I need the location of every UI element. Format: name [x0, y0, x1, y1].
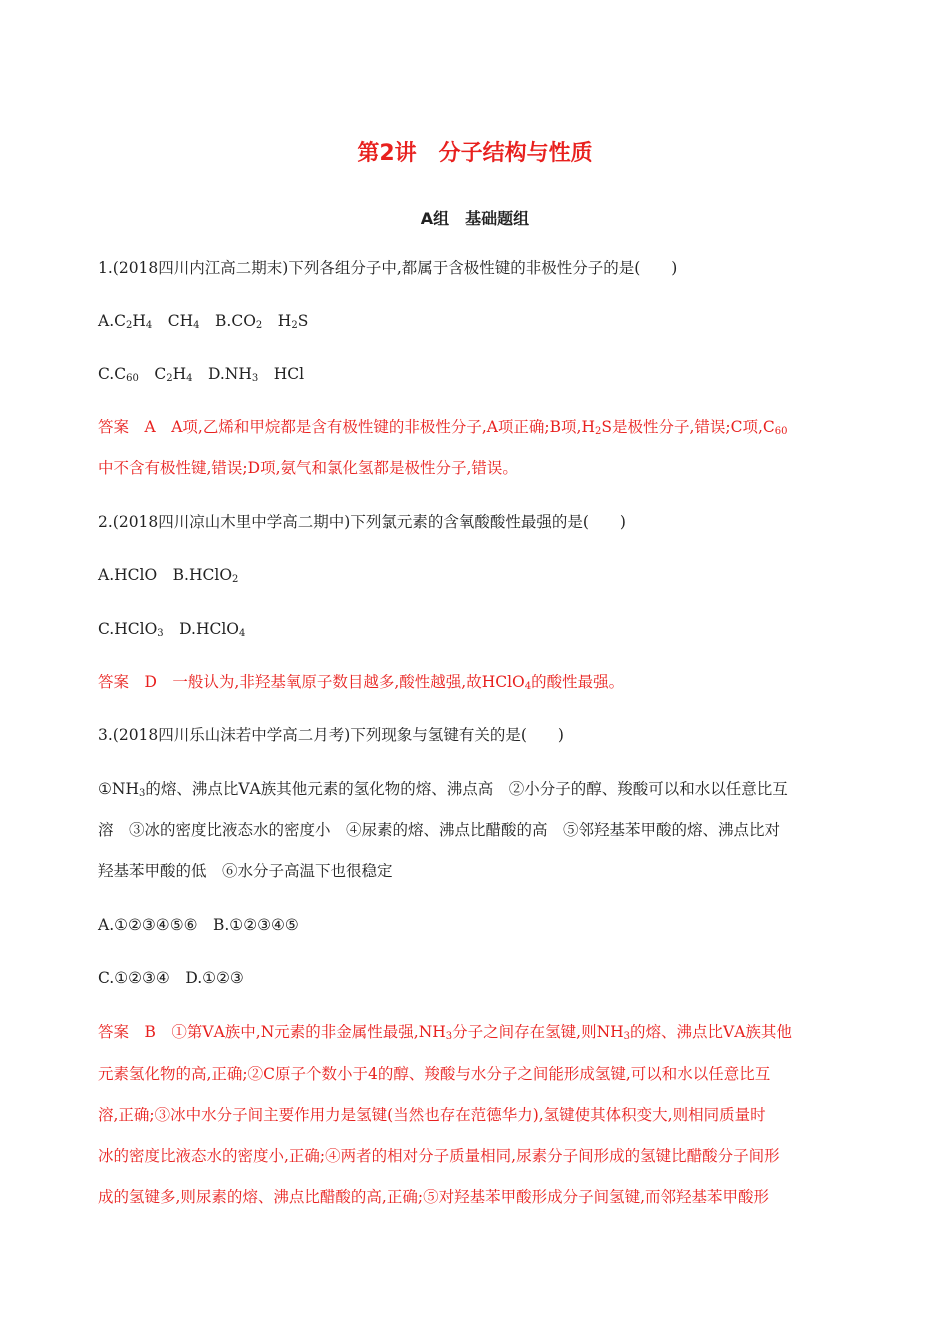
q3-answer-line-2: 元素氢化物的高,正确;②C原子个数小于4的醇、羧酸与水分子之间能形成氢键,可以和水以任意比互: [98, 1065, 771, 1083]
q3-answer-line-5: 成的氢键多,则尿素的熔、沸点比醋酸的高,正确;⑤对羟基苯甲酸形成分子间氢键,而邻羟基苯甲酸形: [98, 1188, 770, 1206]
section-title: A组 基础题组: [420, 209, 530, 228]
page-title: 第2讲 分子结构与性质: [357, 141, 593, 166]
q1-answer-line-1: 答案 A A项,乙烯和甲烷都是含有极性键的非极性分子,A项正确;B项$,H_2S$是极性分子,错误;C项$,C_{60}$: [98, 418, 788, 437]
q3-body-line-2: 溶 ③冰的密度比液态水的密度小 ④尿素的熔、沸点比醋酸的高 ⑤邻羟基苯甲酸的熔、沸点比对: [98, 821, 781, 839]
q1-stem: 1.(2018四川内江高二期末)下列各组分子中,都属于含极性键的非极性分子的是( ): [98, 259, 678, 277]
q3-options-cd: C.①②③④ D.①②③: [98, 969, 244, 987]
q2-answer-line-1: 答案 D 一般认为,非羟基氧原子数目越多,酸性越强,故HClO$_4$的酸性最强。: [98, 673, 625, 692]
q3-answer-line-3: 溶,正确;③冰中水分子间主要作用力是氢键(当然也存在范德华力),氢键使其体积变大,则相同质量时: [98, 1106, 766, 1124]
q1-options-cd: $C.C_{60}$ $C_2H_4$ $D.NH_3$ HCl: [98, 365, 305, 384]
q2-stem: 2.(2018四川凉山木里中学高二期中)下列氯元素的含氧酸酸性最强的是( ): [98, 513, 626, 531]
q2-options-cd: C.HClO$_3$ D.HClO$_4$: [98, 620, 246, 639]
q3-body-line-1: $①NH_3$的熔、沸点比ⅤA族其他元素的氢化物的熔、沸点高 ②小分子的醇、羧酸可以和水以任意比互: [98, 780, 788, 799]
q1-answer-line-2: 中不含有极性键,错误;D项,氨气和氯化氢都是极性分子,错误。: [98, 459, 518, 477]
q3-options-ab: A.①②③④⑤⑥ B.①②③④⑤: [98, 916, 299, 934]
q3-body-line-3: 羟基苯甲酸的低 ⑥水分子高温下也很稳定: [98, 862, 393, 880]
q3-answer-line-1: 答案 B ①第ⅤA族中,N元素的非金属性最强$,NH_3$分子之间存在氢键,则$NH_3$的熔、沸点比ⅤA族其他: [98, 1023, 792, 1042]
q2-options-ab: A.HClO B.HClO$_2$: [98, 566, 239, 585]
q3-stem: 3.(2018四川乐山沫若中学高二月考)下列现象与氢键有关的是( ): [98, 726, 564, 744]
q3-answer-line-4: 冰的密度比液态水的密度小,正确;④两者的相对分子质量相同,尿素分子间形成的氢键比醋酸分子间形: [98, 1147, 780, 1165]
q1-options-ab: $A.C_2H_4$ $CH_4$ $B.CO_2$ $H_2S$: [98, 312, 309, 331]
